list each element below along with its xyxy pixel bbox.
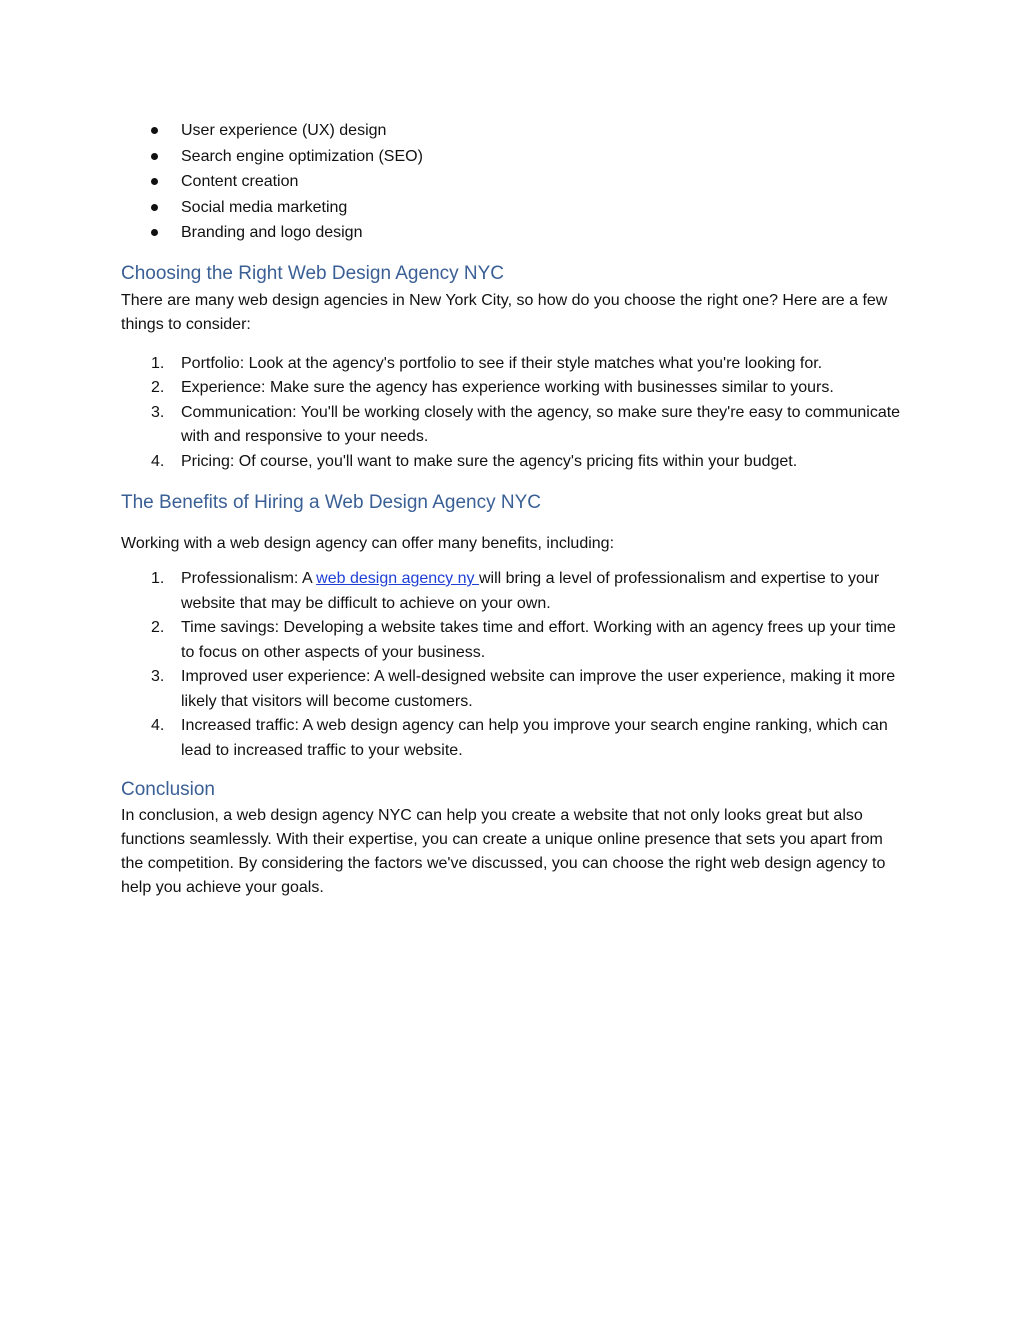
list-item: [121, 401, 901, 450]
list-number: 3.: [151, 668, 165, 685]
list-item-text: Branding and logo design: [181, 224, 363, 241]
list-number: 2.: [151, 379, 165, 396]
list-item: [121, 118, 901, 144]
list-item: [121, 450, 901, 475]
bullet-icon: [151, 178, 158, 185]
section-heading-conclusion: Conclusion: [121, 779, 215, 800]
list-item-text: Communication: You'll be working closely with the agency, so make sure they're easy to communicate with and responsive to your needs.: [181, 403, 901, 445]
list-item: [121, 195, 901, 221]
list-item: [121, 714, 901, 763]
list-number: 4.: [151, 452, 165, 470]
list-number: 2.: [151, 619, 165, 636]
list-item-text-after-link: will bring a level of professionalism and expertise to your website that may be difficult to achieve on your own.: [181, 570, 880, 612]
list-item-text: Time savings: Developing a website takes time and effort. Working with an agency frees up your time to focus on other aspects of your business.: [181, 619, 896, 661]
list-item-text: Experience: Make sure the agency has experience working with businesses similar to yours.: [181, 379, 834, 396]
services-bullet-list: [121, 118, 901, 246]
list-item: [121, 616, 901, 665]
list-item-text: Portfolio: Look at the agency's portfolio to see if their style matches what you're looking for.: [181, 354, 823, 372]
bullet-icon: [151, 204, 158, 211]
list-item: [121, 220, 901, 246]
list-item: [121, 665, 901, 714]
section-heading-benefits: The Benefits of Hiring a Web Design Agency NYC: [121, 492, 541, 513]
section-intro-benefits: Working with a web design agency can offer many benefits, including:: [121, 535, 615, 552]
bullet-icon: [151, 153, 158, 160]
list-item: [121, 169, 901, 195]
list-number: 1.: [151, 570, 165, 587]
bullet-icon: [151, 127, 158, 134]
benefits-numbered-list: [121, 567, 901, 763]
list-item-text: Content creation: [181, 173, 299, 190]
web-design-agency-link[interactable]: web design agency ny: [316, 570, 479, 587]
section-intro-choosing: There are many web design agencies in New York City, so how do you choose the right one? Here are a few things to consider:: [121, 291, 888, 333]
list-item: [121, 352, 901, 377]
bullet-icon: [151, 229, 158, 236]
document-body: [121, 118, 901, 900]
choosing-numbered-list: [121, 352, 901, 475]
list-item-text: User experience (UX) design: [181, 122, 387, 139]
list-number: 4.: [151, 717, 165, 734]
list-item-text-before-link: Professionalism: A: [181, 570, 317, 587]
list-item: [121, 376, 901, 401]
list-item-text: Search engine optimization (SEO): [181, 147, 423, 165]
list-item-text: Social media marketing: [181, 198, 348, 216]
list-item-text: Improved user experience: A well-designed website can improve the user experience, making it more likely that visitors will become customers.: [181, 668, 896, 710]
list-number: 3.: [151, 403, 165, 421]
conclusion-paragraph: In conclusion, a web design agency NYC can help you create a website that not only looks great but also functions seamlessly. With their expertise, you can create a unique online presence that sets you apart from the competition. By considering the factors we've discussed, you can choose the right web design agency to help you achieve your goals.: [121, 807, 886, 896]
list-item-text: Increased traffic: A web design agency can help you improve your search engine ranking, which can lead to increased traffic to your website.: [181, 717, 888, 759]
list-item-text: Pricing: Of course, you'll want to make sure the agency's pricing fits within your budget.: [181, 452, 798, 470]
list-number: 1.: [151, 354, 165, 372]
section-heading-choosing: Choosing the Right Web Design Agency NYC: [121, 262, 505, 284]
list-item: [121, 144, 901, 170]
list-item: [121, 567, 901, 616]
